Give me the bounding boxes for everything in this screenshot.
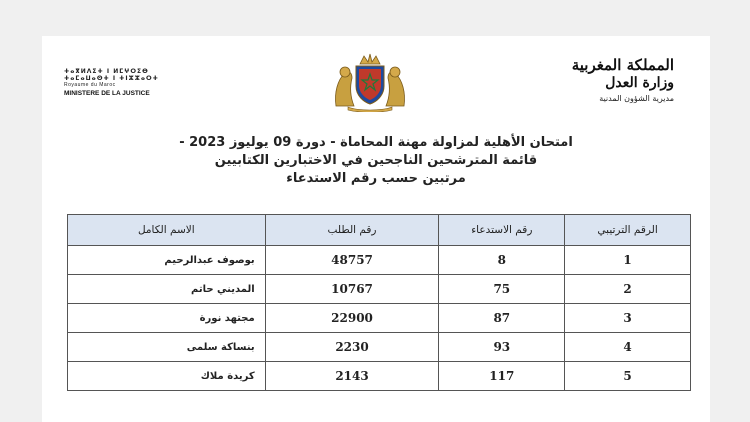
cell-convocation: 75: [439, 275, 565, 304]
directorate-name-arabic: مديرية الشؤون المدنية: [599, 94, 674, 103]
document-titles: [42, 134, 710, 188]
ministry-header-arabic: [572, 56, 674, 103]
kingdom-name-arabic: المملكة المغربية: [571, 56, 674, 74]
cell-request: 10767: [265, 275, 439, 304]
header-rank: الرقم الترتيبي: [565, 215, 691, 246]
table-row: [68, 362, 691, 391]
table-row: [68, 275, 691, 304]
table-row: [68, 333, 691, 362]
ministry-name-french: MINISTERE DE LA JUSTICE: [64, 90, 150, 97]
cell-rank: 3: [565, 304, 691, 333]
moroccan-coat-of-arms-icon: [328, 52, 412, 112]
royaume-text: Royaume du Maroc: [64, 82, 116, 88]
cell-convocation: 87: [439, 304, 565, 333]
results-table: [67, 214, 691, 391]
cell-rank: 2: [565, 275, 691, 304]
cell-name: المديني حاتم: [68, 275, 266, 304]
cell-convocation: 8: [439, 246, 565, 275]
cell-name: بنساكة سلمى: [68, 333, 266, 362]
table-row: [68, 246, 691, 275]
table-row: [68, 304, 691, 333]
tifinagh-kingdom-text: ⵜⴰⴳⵍⴷⵉⵜ ⵏ ⵍⵎⵖⵔⵉⴱ: [64, 68, 149, 75]
cell-request: 2230: [265, 333, 439, 362]
cell-convocation: 93: [439, 333, 565, 362]
cell-request: 22900: [265, 304, 439, 333]
cell-rank: 4: [565, 333, 691, 362]
header-request-number: رقم الطلب: [265, 215, 439, 246]
cell-rank: 1: [565, 246, 691, 275]
cell-name: مجتهد نورة: [68, 304, 266, 333]
header-convocation-number: رقم الاستدعاء: [439, 215, 565, 246]
ministry-name-arabic: وزارة العدل: [605, 75, 674, 91]
table-header-row: [68, 215, 691, 246]
tifinagh-ministry-text: ⵜⴰⵎⴰⵡⴰⵙⵜ ⵏ ⵜⵏⵣⵣⴰⵔⵜ: [64, 75, 159, 82]
cell-request: 2143: [265, 362, 439, 391]
cell-name: كريدة ملاك: [68, 362, 266, 391]
ministry-header-french: [64, 68, 184, 97]
cell-convocation: 117: [439, 362, 565, 391]
exam-title: امتحان الأهلية لمزاولة مهنة المحاماة - دورة 09 يوليوز 2023 -: [179, 135, 573, 150]
cell-name: بوصوف عبدالرحيم: [68, 246, 266, 275]
cell-rank: 5: [565, 362, 691, 391]
list-title: قائمة المترشحين الناجحين في الاختبارين الكتابيين: [214, 153, 538, 168]
cell-request: 48757: [265, 246, 439, 275]
sort-subtitle: مرتبين حسب رقم الاستدعاء: [286, 171, 466, 186]
header-full-name: الاسم الكامل: [68, 215, 266, 246]
document-page: [42, 36, 710, 422]
